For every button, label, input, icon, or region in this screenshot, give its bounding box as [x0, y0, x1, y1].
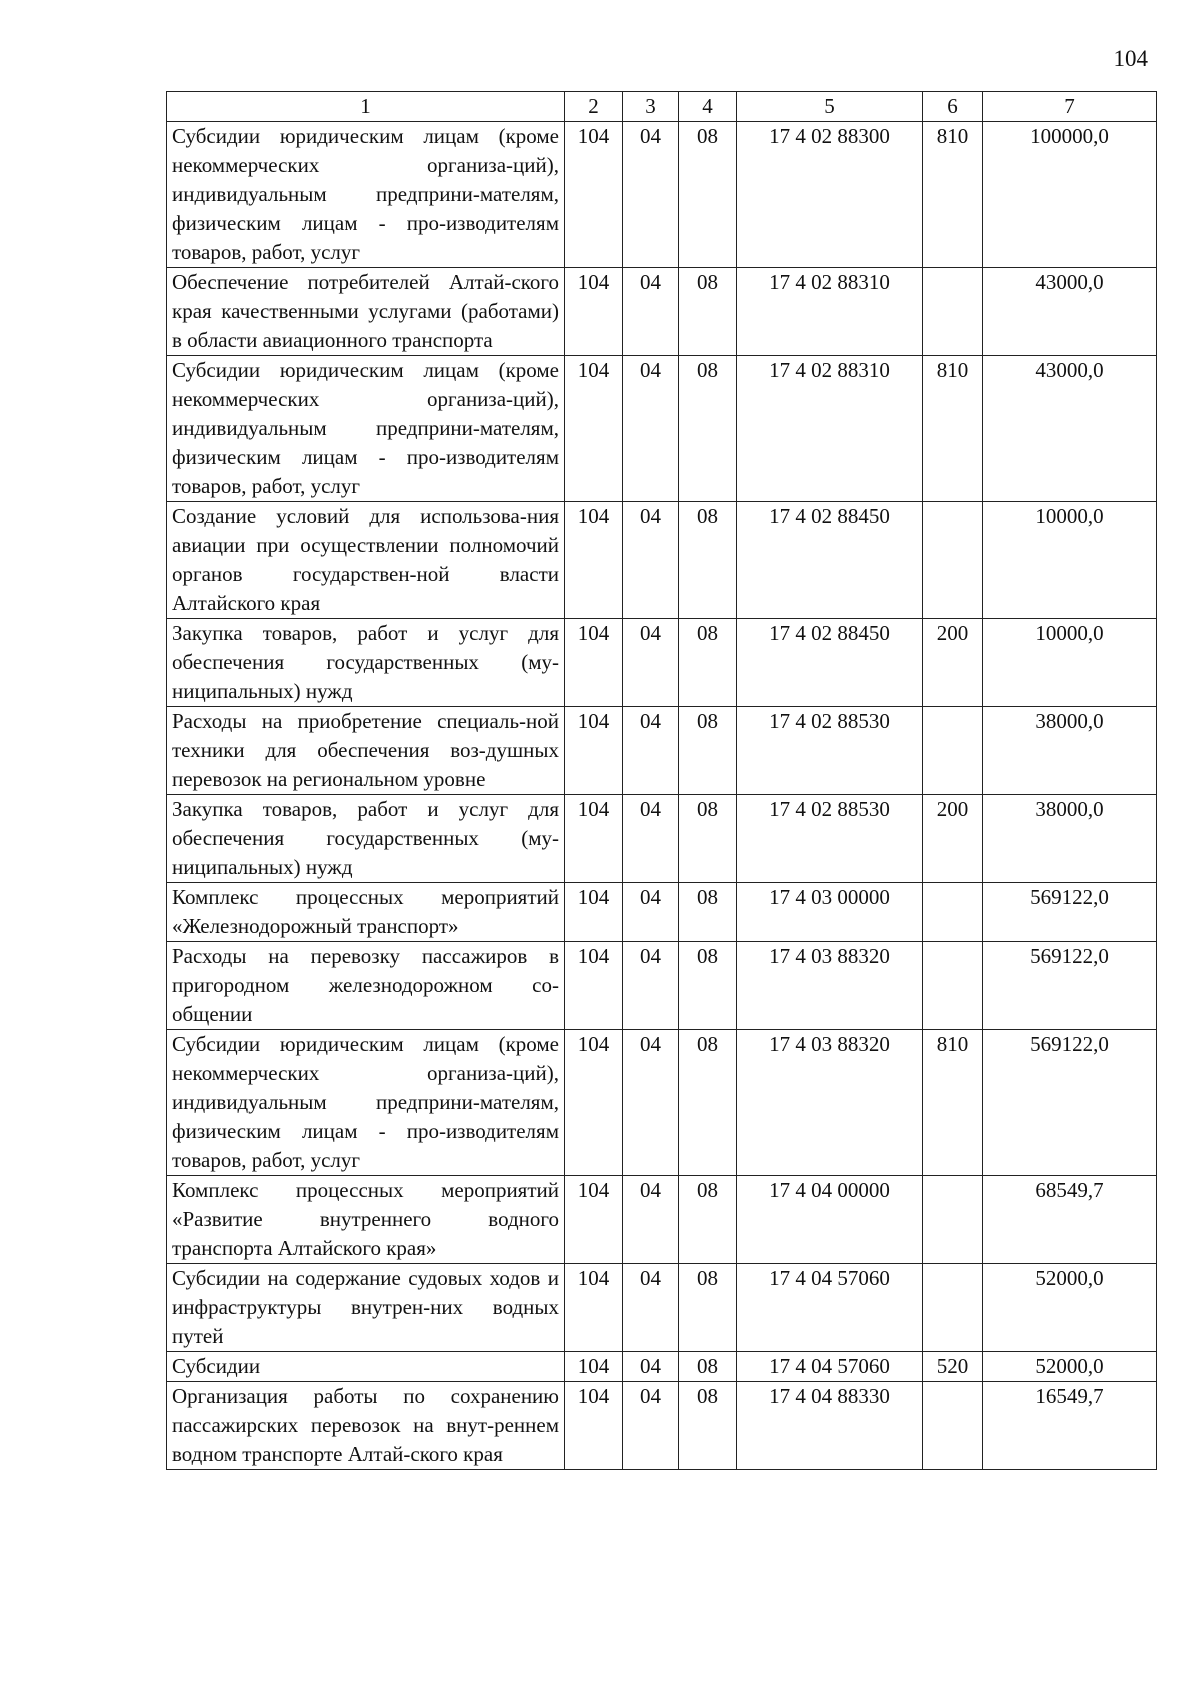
cell-expense-type: 520 — [923, 1352, 983, 1382]
cell-expense-type — [923, 268, 983, 356]
cell-ministry-code: 104 — [565, 707, 623, 795]
table-row — [167, 795, 1157, 883]
cell-target-article: 17 4 02 88450 — [737, 619, 923, 707]
cell-expense-type — [923, 1176, 983, 1264]
cell-section-code: 04 — [623, 1176, 679, 1264]
cell-target-article: 17 4 02 88450 — [737, 502, 923, 619]
page-number: 104 — [1113, 46, 1148, 71]
cell-subsection-code: 08 — [679, 1176, 737, 1264]
cell-subsection-code: 08 — [679, 502, 737, 619]
header-cell: 6 — [923, 92, 983, 122]
table-row — [167, 1382, 1157, 1470]
cell-amount: 569122,0 — [983, 942, 1157, 1030]
cell-amount: 10000,0 — [983, 502, 1157, 619]
cell-section-code: 04 — [623, 268, 679, 356]
cell-section-code: 04 — [623, 883, 679, 942]
table-row — [167, 122, 1157, 268]
cell-subsection-code: 08 — [679, 707, 737, 795]
cell-target-article: 17 4 04 88330 — [737, 1382, 923, 1470]
cell-target-article: 17 4 02 88310 — [737, 356, 923, 502]
row-description: Расходы на приобретение специаль-ной техники для обеспечения воз-душных перевозок на региональном уровне — [167, 707, 565, 795]
table-row — [167, 1176, 1157, 1264]
table-row — [167, 356, 1157, 502]
cell-subsection-code: 08 — [679, 1352, 737, 1382]
cell-ministry-code: 104 — [565, 1030, 623, 1176]
cell-section-code: 04 — [623, 1264, 679, 1352]
cell-ministry-code: 104 — [565, 883, 623, 942]
cell-section-code: 04 — [623, 942, 679, 1030]
cell-amount: 68549,7 — [983, 1176, 1157, 1264]
row-description: Субсидии — [167, 1352, 565, 1382]
header-cell: 3 — [623, 92, 679, 122]
cell-target-article: 17 4 03 88320 — [737, 1030, 923, 1176]
cell-target-article: 17 4 04 00000 — [737, 1176, 923, 1264]
cell-section-code: 04 — [623, 619, 679, 707]
row-description: Обеспечение потребителей Алтай-ского края качественными услугами (работами) в области авиационного транспорта — [167, 268, 565, 356]
cell-subsection-code: 08 — [679, 883, 737, 942]
cell-subsection-code: 08 — [679, 1382, 737, 1470]
cell-amount: 43000,0 — [983, 268, 1157, 356]
cell-amount: 52000,0 — [983, 1352, 1157, 1382]
cell-amount: 10000,0 — [983, 619, 1157, 707]
table-row — [167, 1264, 1157, 1352]
cell-expense-type — [923, 1264, 983, 1352]
cell-section-code: 04 — [623, 356, 679, 502]
table-row — [167, 707, 1157, 795]
cell-subsection-code: 08 — [679, 356, 737, 502]
cell-ministry-code: 104 — [565, 942, 623, 1030]
cell-target-article: 17 4 02 88530 — [737, 707, 923, 795]
cell-target-article: 17 4 04 57060 — [737, 1352, 923, 1382]
cell-target-article: 17 4 02 88530 — [737, 795, 923, 883]
cell-section-code: 04 — [623, 1030, 679, 1176]
cell-expense-type: 810 — [923, 122, 983, 268]
table-row — [167, 502, 1157, 619]
cell-subsection-code: 08 — [679, 942, 737, 1030]
table-row — [167, 1030, 1157, 1176]
cell-ministry-code: 104 — [565, 1176, 623, 1264]
table-row — [167, 942, 1157, 1030]
cell-ministry-code: 104 — [565, 619, 623, 707]
row-description: Субсидии юридическим лицам (кроме некоммерческих организа-ций), индивидуальным предприни-мателям, физическим лицам - про-изводителям товаров, работ, услуг — [167, 122, 565, 268]
cell-amount: 569122,0 — [983, 1030, 1157, 1176]
header-row — [167, 92, 1157, 122]
cell-expense-type: 810 — [923, 1030, 983, 1176]
cell-amount: 38000,0 — [983, 707, 1157, 795]
cell-target-article: 17 4 02 88300 — [737, 122, 923, 268]
header-cell: 5 — [737, 92, 923, 122]
cell-subsection-code: 08 — [679, 1264, 737, 1352]
cell-expense-type: 810 — [923, 356, 983, 502]
cell-ministry-code: 104 — [565, 1382, 623, 1470]
cell-ministry-code: 104 — [565, 122, 623, 268]
cell-target-article: 17 4 03 00000 — [737, 883, 923, 942]
cell-ministry-code: 104 — [565, 356, 623, 502]
cell-subsection-code: 08 — [679, 268, 737, 356]
header-cell: 7 — [983, 92, 1157, 122]
cell-expense-type — [923, 502, 983, 619]
cell-expense-type — [923, 707, 983, 795]
cell-section-code: 04 — [623, 1382, 679, 1470]
cell-amount: 16549,7 — [983, 1382, 1157, 1470]
table-row — [167, 268, 1157, 356]
cell-subsection-code: 08 — [679, 795, 737, 883]
row-description: Организация работы по сохранению пассажирских перевозок на внут-реннем водном транспорте Алтай-ского края — [167, 1382, 565, 1470]
cell-expense-type — [923, 1382, 983, 1470]
cell-ministry-code: 104 — [565, 1264, 623, 1352]
cell-target-article: 17 4 04 57060 — [737, 1264, 923, 1352]
cell-amount: 38000,0 — [983, 795, 1157, 883]
header-cell: 4 — [679, 92, 737, 122]
row-description: Создание условий для использова-ния авиации при осуществлении полномочий органов государствен-ной власти Алтайского края — [167, 502, 565, 619]
cell-ministry-code: 104 — [565, 1352, 623, 1382]
cell-subsection-code: 08 — [679, 122, 737, 268]
cell-amount: 100000,0 — [983, 122, 1157, 268]
header-cell: 2 — [565, 92, 623, 122]
cell-subsection-code: 08 — [679, 1030, 737, 1176]
row-description: Закупка товаров, работ и услуг для обеспечения государственных (му-ниципальных) нужд — [167, 619, 565, 707]
table-body — [167, 122, 1157, 1470]
table-row — [167, 1352, 1157, 1382]
row-description: Субсидии юридическим лицам (кроме некоммерческих организа-ций), индивидуальным предприни-мателям, физическим лицам - про-изводителям товаров, работ, услуг — [167, 356, 565, 502]
row-description: Комплекс процессных мероприятий «Железнодорожный транспорт» — [167, 883, 565, 942]
table-row — [167, 883, 1157, 942]
cell-target-article: 17 4 02 88310 — [737, 268, 923, 356]
cell-ministry-code: 104 — [565, 268, 623, 356]
cell-expense-type: 200 — [923, 619, 983, 707]
cell-section-code: 04 — [623, 1352, 679, 1382]
cell-amount: 569122,0 — [983, 883, 1157, 942]
cell-section-code: 04 — [623, 502, 679, 619]
row-description: Расходы на перевозку пассажиров в пригородном железнодорожном со-общении — [167, 942, 565, 1030]
cell-amount: 52000,0 — [983, 1264, 1157, 1352]
cell-section-code: 04 — [623, 795, 679, 883]
row-description: Закупка товаров, работ и услуг для обеспечения государственных (му-ниципальных) нужд — [167, 795, 565, 883]
cell-ministry-code: 104 — [565, 795, 623, 883]
cell-expense-type: 200 — [923, 795, 983, 883]
cell-expense-type — [923, 942, 983, 1030]
cell-expense-type — [923, 883, 983, 942]
cell-section-code: 04 — [623, 122, 679, 268]
cell-section-code: 04 — [623, 707, 679, 795]
row-description: Комплекс процессных мероприятий «Развитие внутреннего водного транспорта Алтайского края» — [167, 1176, 565, 1264]
row-description: Субсидии на содержание судовых ходов и инфраструктуры внутрен-них водных путей — [167, 1264, 565, 1352]
cell-ministry-code: 104 — [565, 502, 623, 619]
cell-amount: 43000,0 — [983, 356, 1157, 502]
row-description: Субсидии юридическим лицам (кроме некоммерческих организа-ций), индивидуальным предприни-мателям, физическим лицам - про-изводителям товаров, работ, услуг — [167, 1030, 565, 1176]
cell-target-article: 17 4 03 88320 — [737, 942, 923, 1030]
table-row — [167, 619, 1157, 707]
header-cell: 1 — [167, 92, 565, 122]
budget-table — [166, 91, 1157, 1470]
cell-subsection-code: 08 — [679, 619, 737, 707]
